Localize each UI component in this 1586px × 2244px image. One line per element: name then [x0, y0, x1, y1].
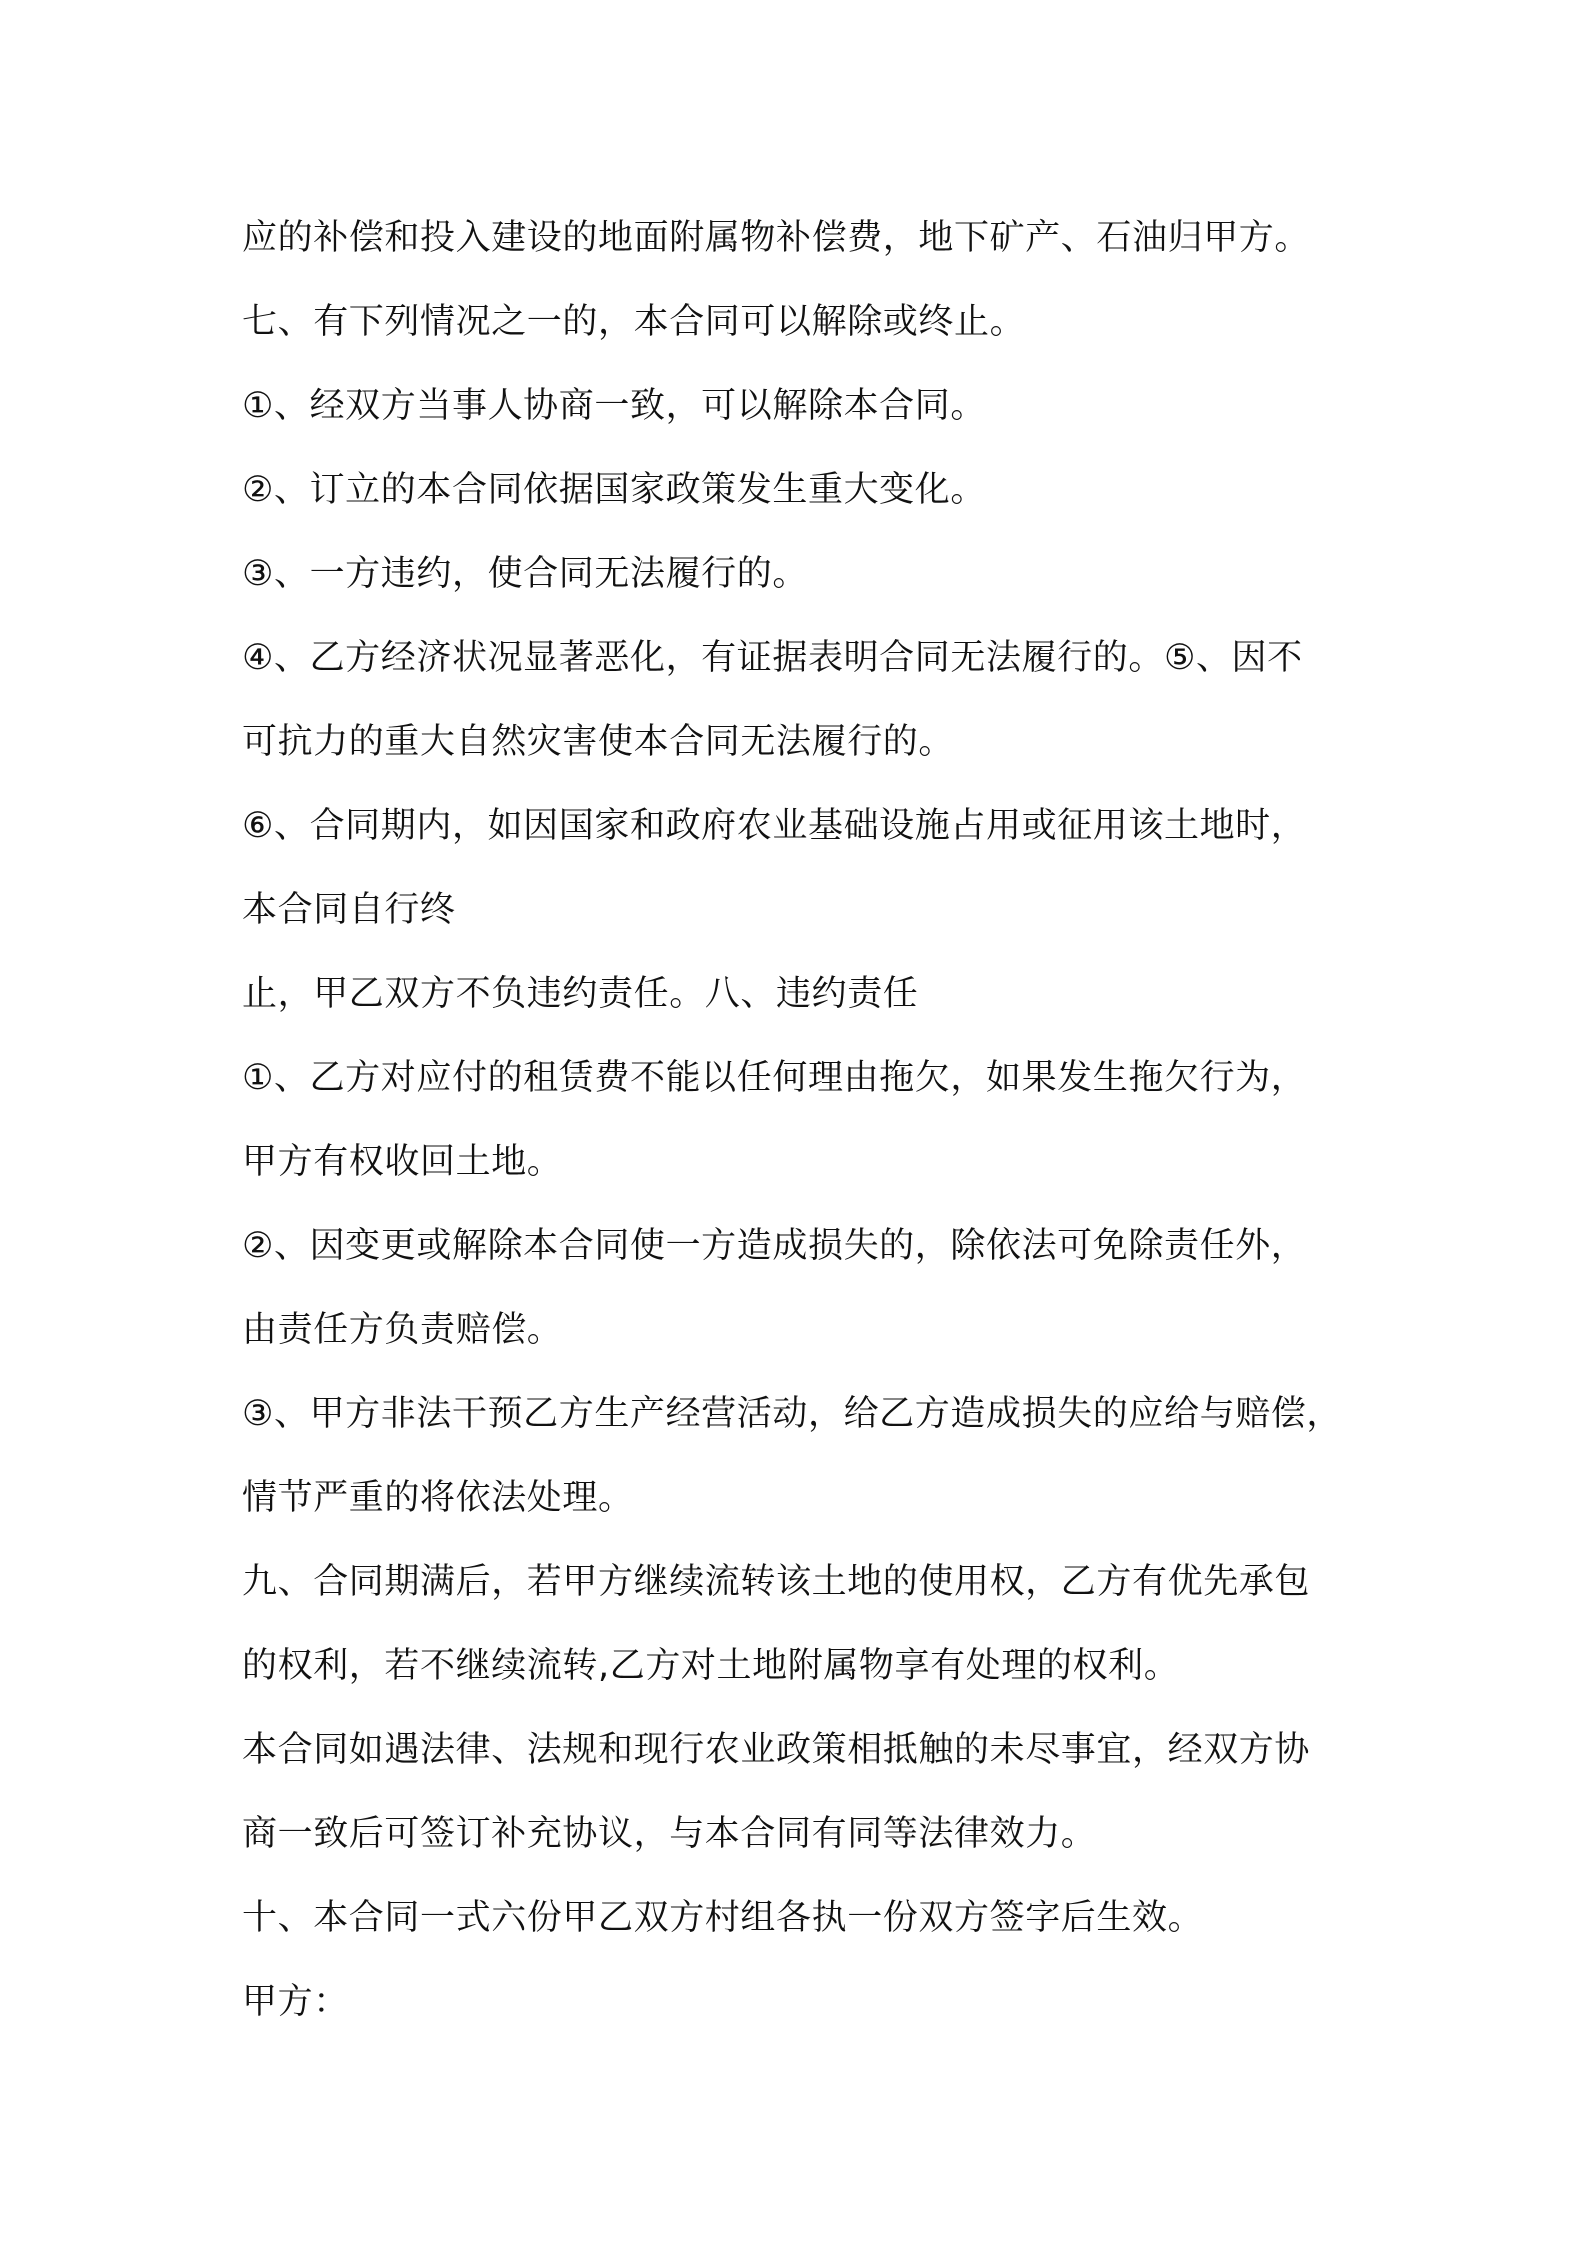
list-item: ③、一方违约，使合同无法履行的。 [242, 554, 808, 594]
text-line: 止，甲乙双方不负违约责任。八、违约责任 [242, 974, 919, 1014]
text-line: 商一致后可签订补充协议，与本合同有同等法律效力。 [242, 1814, 1097, 1854]
section-heading-9: 九、合同期满后，若甲方继续流转该土地的使用权，乙方有优先承包 [242, 1562, 1311, 1602]
text-line: 甲方有权收回土地。 [242, 1142, 563, 1182]
text-line: 应的补偿和投入建设的地面附属物补偿费，地下矿产、石油归甲方。 [242, 218, 1311, 258]
text-line: 本合同自行终 [242, 890, 456, 930]
document-body [242, 196, 1362, 2044]
list-item: ⑥、合同期内，如因国家和政府农业基础设施占用或征用该土地时， [242, 806, 1307, 846]
section-heading-10: 十、本合同一式六份甲乙双方村组各执一份双方签字后生效。 [242, 1898, 1204, 1938]
list-item: ②、因变更或解除本合同使一方造成损失的，除依法可免除责任外， [242, 1226, 1307, 1266]
list-item: ③、甲方非法干预乙方生产经营活动，给乙方造成损失的应给与赔偿， [242, 1394, 1342, 1434]
text-line: 由责任方负责赔偿。 [242, 1310, 563, 1350]
text-line: 情节严重的将依法处理。 [242, 1478, 634, 1518]
section-heading-7: 七、有下列情况之一的，本合同可以解除或终止。 [242, 302, 1026, 342]
list-item: ①、乙方对应付的租赁费不能以任何理由拖欠，如果发生拖欠行为， [242, 1058, 1307, 1098]
list-item: ④、乙方经济状况显著恶化，有证据表明合同无法履行的。⑤、因不 [242, 638, 1303, 678]
text-line: 本合同如遇法律、法规和现行农业政策相抵触的未尽事宜，经双方协 [242, 1730, 1311, 1770]
list-item: ①、经双方当事人协商一致，可以解除本合同。 [242, 386, 986, 426]
list-item: ②、订立的本合同依据国家政策发生重大变化。 [242, 470, 986, 510]
text-line: 的权利，若不继续流转,乙方对土地附属物享有处理的权利。 [242, 1646, 1180, 1686]
party-a-signature-label: 甲方： [242, 1982, 349, 2022]
text-line: 可抗力的重大自然灾害使本合同无法履行的。 [242, 722, 955, 762]
